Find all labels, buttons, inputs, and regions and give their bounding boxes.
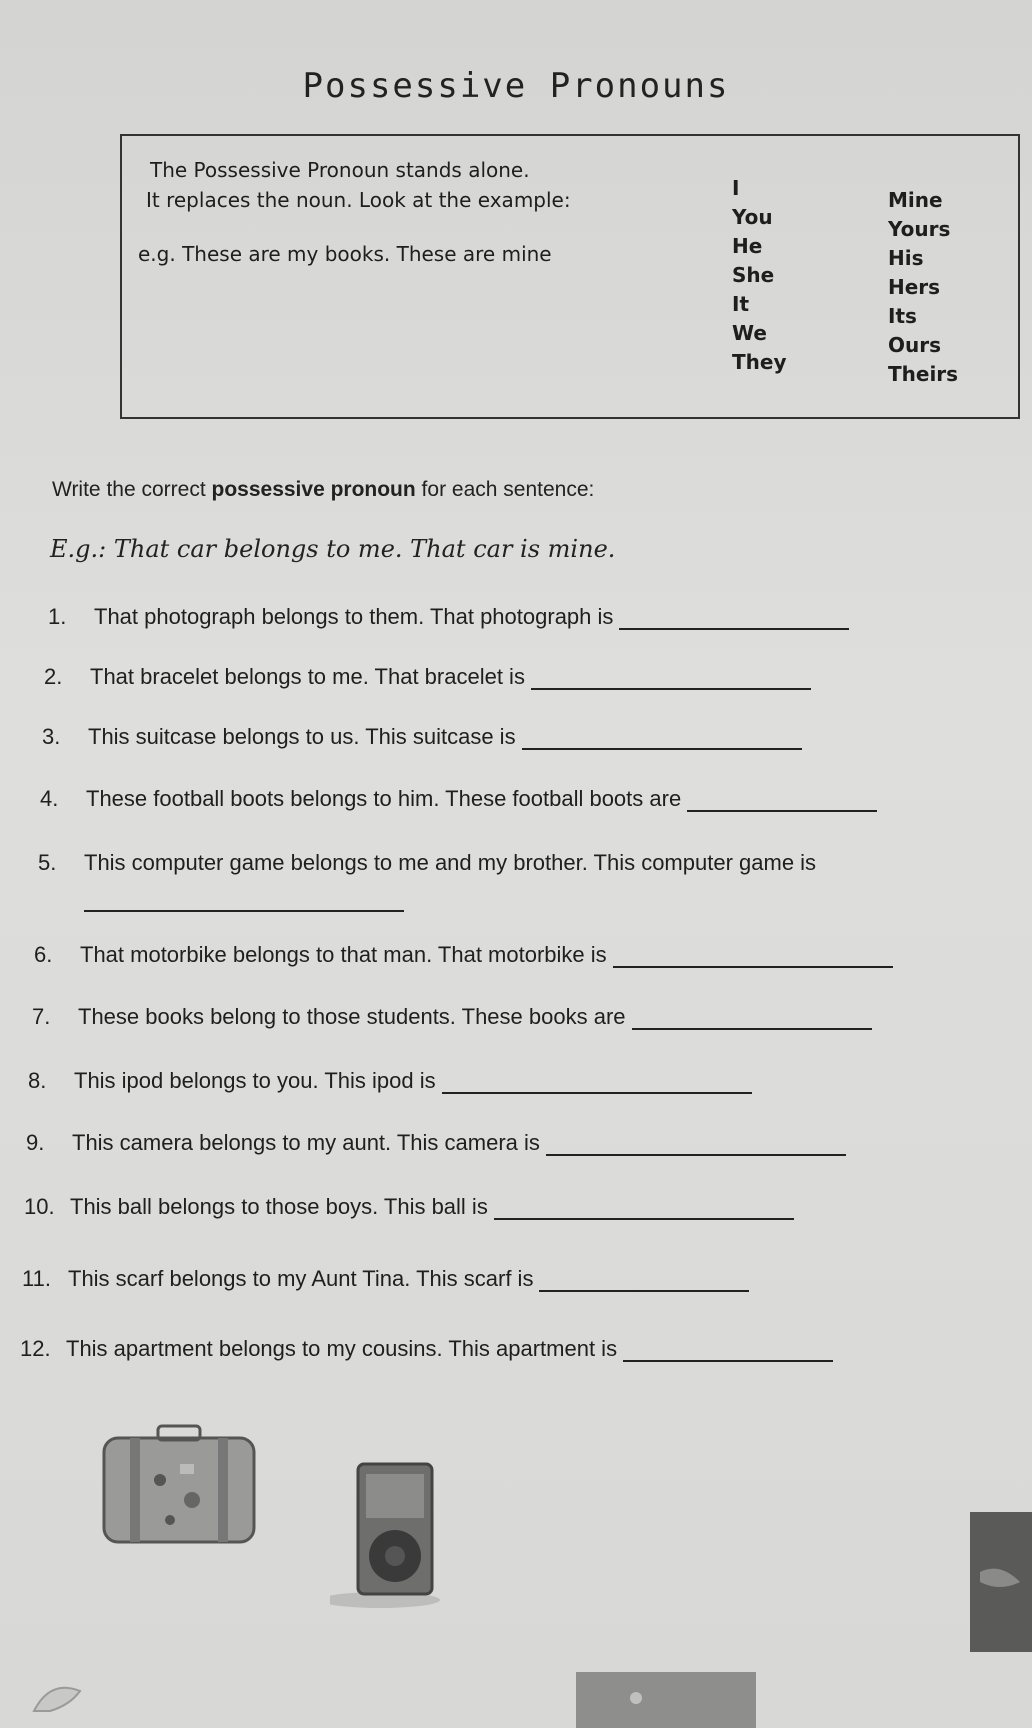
bottom-picture-fragment-icon xyxy=(576,1672,756,1728)
question-5-blank-line xyxy=(84,886,404,912)
question-7 xyxy=(32,1004,872,1030)
question-number: 4. xyxy=(40,786,59,811)
suitcase-picture-icon xyxy=(100,1420,260,1550)
question-10 xyxy=(24,1194,794,1220)
answer-blank[interactable] xyxy=(84,909,404,912)
question-number: 7. xyxy=(32,1004,51,1029)
possessive-pronoun: Its xyxy=(888,304,917,328)
question-text: These books belong to those students. These books are xyxy=(78,1004,626,1029)
question-number: 10. xyxy=(24,1194,55,1219)
question-1 xyxy=(48,604,849,630)
question-text: This computer game belongs to me and my brother. This computer game is xyxy=(84,850,817,875)
question-8 xyxy=(28,1068,752,1094)
possessive-pronoun-list xyxy=(888,186,958,389)
rule-line-1: The Possessive Pronoun stands alone. xyxy=(150,158,530,182)
question-number: 11. xyxy=(22,1266,51,1291)
answer-blank[interactable] xyxy=(619,627,849,630)
question-text: This ball belongs to those boys. This ball is xyxy=(70,1194,488,1219)
corner-picture-fragment-icon xyxy=(30,1675,90,1715)
question-12 xyxy=(20,1336,833,1362)
question-number: 1. xyxy=(48,604,67,629)
answer-blank[interactable] xyxy=(613,965,893,968)
answer-blank[interactable] xyxy=(494,1217,794,1220)
question-5 xyxy=(38,850,816,876)
instruction-text-end: for each sentence: xyxy=(415,478,595,501)
answer-blank[interactable] xyxy=(623,1359,833,1362)
subject-pronoun: I xyxy=(732,176,740,200)
question-6 xyxy=(34,942,893,968)
answer-blank[interactable] xyxy=(442,1091,752,1094)
question-4 xyxy=(40,786,877,812)
possessive-pronoun: Yours xyxy=(888,217,951,241)
instruction xyxy=(52,478,594,502)
rule-example: e.g. These are my books. These are mine xyxy=(138,242,552,266)
question-text: This apartment belongs to my cousins. This apartment is xyxy=(66,1336,618,1361)
page-title: Possessive Pronouns xyxy=(302,66,730,106)
question-2 xyxy=(44,664,811,690)
answer-blank[interactable] xyxy=(531,687,811,690)
answer-blank[interactable] xyxy=(539,1289,749,1292)
question-text: This suitcase belongs to us. This suitcase is xyxy=(88,724,516,749)
possessive-pronoun: Mine xyxy=(888,188,943,212)
instruction-bold: possessive pronoun xyxy=(211,478,416,501)
question-number: 12. xyxy=(20,1336,51,1361)
ipod-picture-icon xyxy=(330,1460,460,1610)
subject-pronoun: She xyxy=(732,263,775,287)
question-text: That bracelet belongs to me. That bracelet is xyxy=(90,664,525,689)
photo-fragment-icon xyxy=(970,1512,1032,1652)
example-sentence: E.g.: That car belongs to me. That car is mine. xyxy=(50,535,616,563)
question-text: These football boots belongs to him. These football boots are xyxy=(86,786,682,811)
question-number: 2. xyxy=(44,664,63,689)
subject-pronoun: It xyxy=(732,292,750,316)
subject-pronoun: He xyxy=(732,234,763,258)
question-text: That photograph belongs to them. That photograph is xyxy=(94,604,614,629)
question-text: This ipod belongs to you. This ipod is xyxy=(74,1068,436,1093)
answer-blank[interactable] xyxy=(546,1153,846,1156)
rule-line-2: It replaces the noun. Look at the example: xyxy=(146,188,571,212)
question-number: 9. xyxy=(26,1130,45,1155)
rule-box xyxy=(120,134,1020,419)
answer-blank[interactable] xyxy=(632,1027,872,1030)
possessive-pronoun: His xyxy=(888,246,924,270)
question-text: This camera belongs to my aunt. This camera is xyxy=(72,1130,540,1155)
question-number: 3. xyxy=(42,724,61,749)
question-3 xyxy=(42,724,802,750)
question-text: This scarf belongs to my Aunt Tina. This scarf is xyxy=(68,1266,534,1291)
possessive-pronoun: Hers xyxy=(888,275,941,299)
question-9 xyxy=(26,1130,846,1156)
subject-pronoun: You xyxy=(732,205,773,229)
question-number: 6. xyxy=(34,942,53,967)
subject-pronoun-list xyxy=(732,174,786,377)
answer-blank[interactable] xyxy=(687,809,877,812)
instruction-text: Write the correct xyxy=(52,478,212,501)
possessive-pronoun: Ours xyxy=(888,333,942,357)
answer-blank[interactable] xyxy=(522,747,802,750)
subject-pronoun: We xyxy=(732,321,767,345)
question-number: 5. xyxy=(38,850,57,875)
question-number: 8. xyxy=(28,1068,47,1093)
question-11 xyxy=(22,1266,749,1292)
question-text: That motorbike belongs to that man. That motorbike is xyxy=(80,942,607,967)
subject-pronoun: They xyxy=(732,350,787,374)
possessive-pronoun: Theirs xyxy=(888,362,959,386)
